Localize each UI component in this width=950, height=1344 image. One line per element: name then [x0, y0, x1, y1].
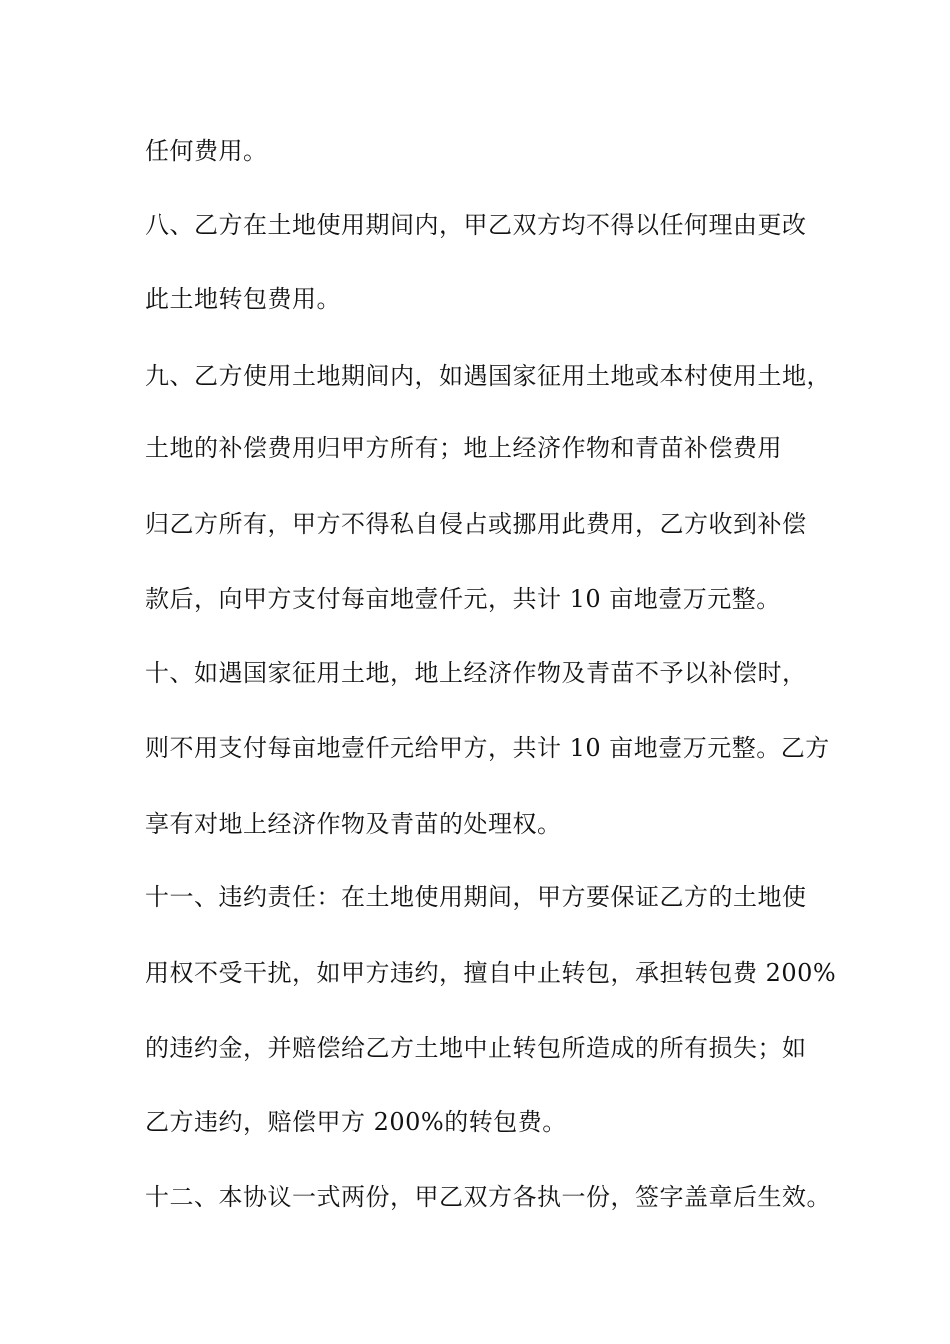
text-line: 款后，向甲方支付每亩地壹仟元，共计 10 亩地壹万元整。 — [145, 585, 781, 613]
text-line: 九、乙方使用土地期间内，如遇国家征用土地或本村使用土地， — [145, 362, 831, 390]
text-line: 十二、本协议一式两份，甲乙双方各执一份，签字盖章后生效。 — [145, 1183, 831, 1211]
text-line: 归乙方所有，甲方不得私自侵占或挪用此费用，乙方收到补偿 — [145, 510, 807, 538]
text-line: 此土地转包费用。 — [145, 285, 341, 313]
text-line: 十一、违约责任：在土地使用期间，甲方要保证乙方的土地使 — [145, 883, 807, 911]
text-line: 用权不受干扰，如甲方违约，擅自中止转包，承担转包费 200% — [145, 959, 837, 987]
text-line: 八、乙方在土地使用期间内，甲乙双方均不得以任何理由更改 — [145, 211, 807, 239]
text-line: 则不用支付每亩地壹仟元给甲方，共计 10 亩地壹万元整。乙方 — [145, 734, 830, 762]
text-line: 乙方违约，赔偿甲方 200%的转包费。 — [145, 1108, 567, 1136]
text-line: 十、如遇国家征用土地，地上经济作物及青苗不予以补偿时， — [145, 659, 807, 687]
text-line: 的违约金，并赔偿给乙方土地中止转包所造成的所有损失；如 — [145, 1034, 807, 1062]
text-line: 土地的补偿费用归甲方所有；地上经济作物和青苗补偿费用 — [145, 434, 782, 462]
text-line: 任何费用。 — [145, 137, 268, 165]
text-line: 享有对地上经济作物及青苗的处理权。 — [145, 810, 562, 838]
